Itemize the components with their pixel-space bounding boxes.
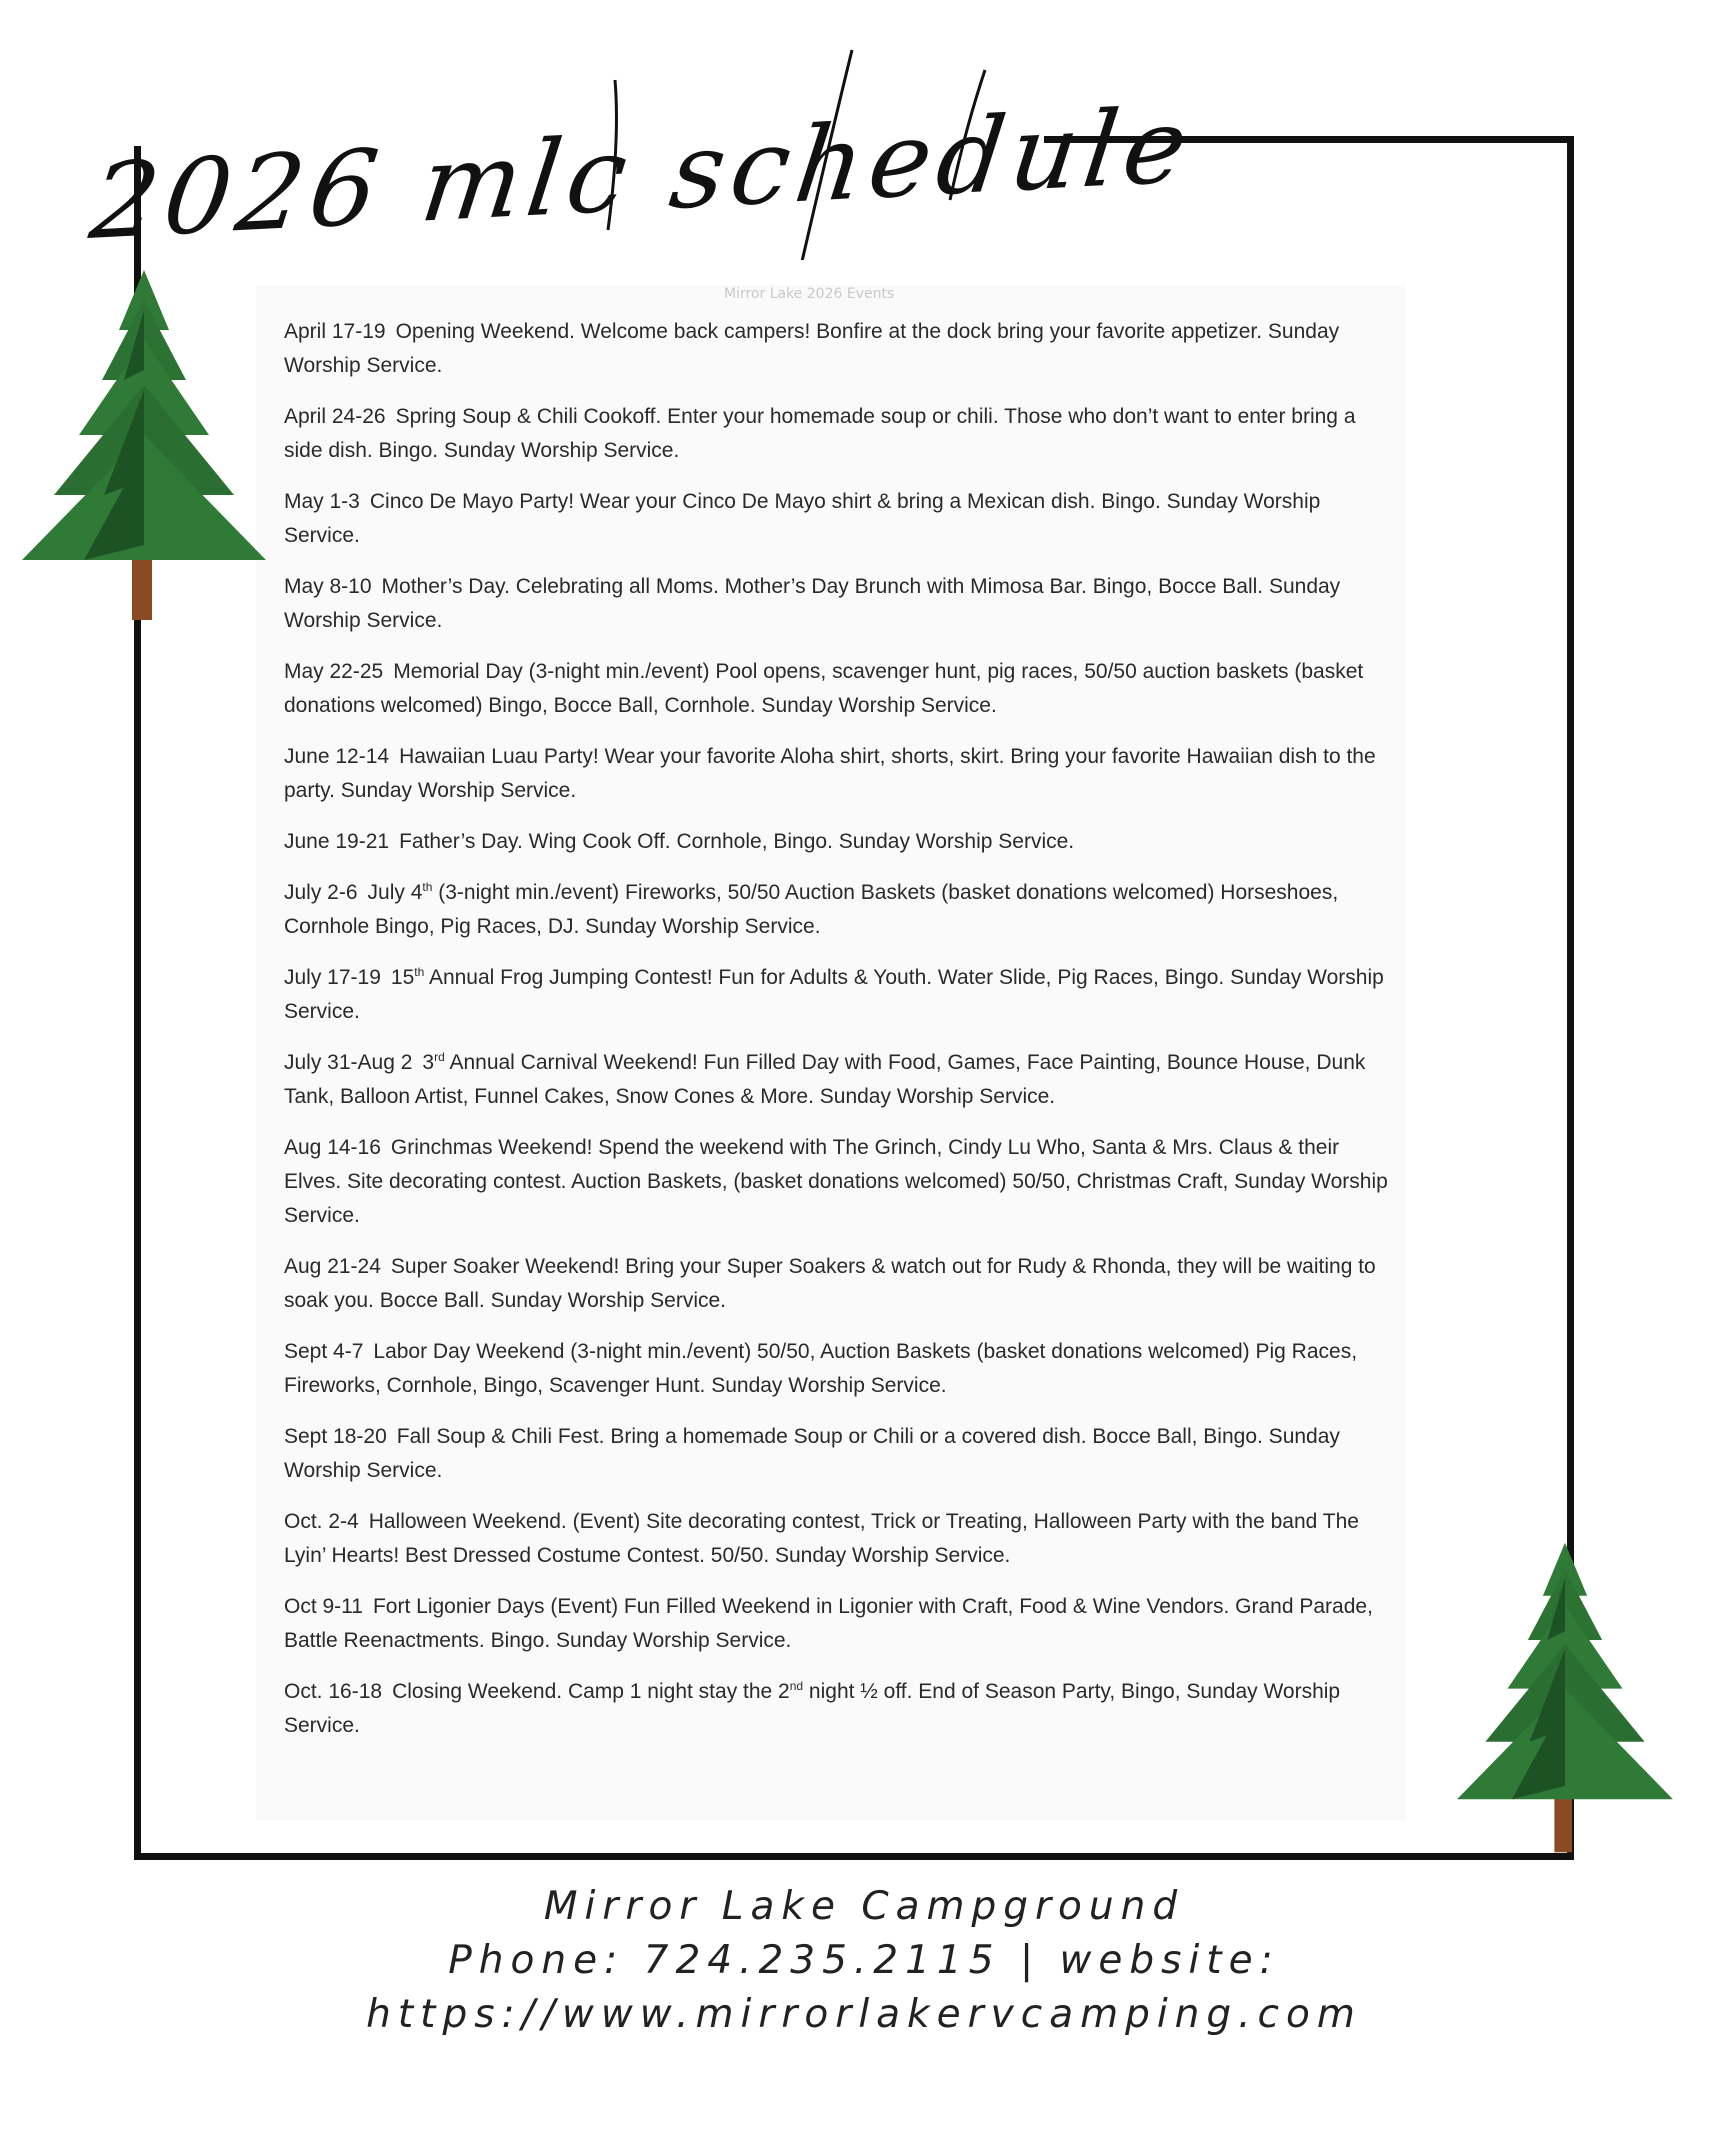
event-item <box>284 1590 1394 1658</box>
schedule-document <box>256 285 1406 1820</box>
event-date: Aug 14-16 <box>284 1136 381 1159</box>
pine-tree-icon <box>1450 1535 1680 1860</box>
ordinal-suffix: rd <box>434 1050 445 1064</box>
footer-campground-name: Mirror Lake Campground <box>543 1884 1185 1929</box>
event-item <box>284 825 1394 859</box>
event-description: Hawaiian Luau Party! Wear your favorite Aloha shirt, shorts, skirt. Bring your favorite Hawaiian dish to the party. Sunday Worship Service. <box>284 745 1376 802</box>
event-item <box>284 655 1394 723</box>
event-item <box>284 400 1394 468</box>
event-date: June 12-14 <box>284 745 390 768</box>
ordinal-suffix: th <box>422 880 433 894</box>
event-text-lead: 15 <box>390 966 415 989</box>
event-description: Memorial Day (3-night min./event) Pool opens, scavenger hunt, pig races, 50/50 auction baskets (basket donations welcomed) Bingo, Bocce Ball, Cornhole. Sunday Worship Service. <box>284 660 1364 717</box>
event-item <box>284 1250 1394 1318</box>
event-text-lead: 3 <box>422 1051 435 1074</box>
event-item <box>284 485 1394 553</box>
ordinal-suffix: th <box>414 965 425 979</box>
events-list <box>284 315 1394 1760</box>
event-date: Oct. 2-4 <box>284 1510 359 1533</box>
event-text-lead: July 4 <box>367 881 423 904</box>
event-date: Oct 9-11 <box>284 1595 363 1618</box>
event-date: June 19-21 <box>284 830 390 853</box>
event-description: Father’s Day. Wing Cook Off. Cornhole, Bingo. Sunday Worship Service. <box>399 830 1075 853</box>
event-date: Aug 21-24 <box>284 1255 381 1278</box>
event-date: July 31-Aug 2 <box>284 1051 413 1074</box>
event-item <box>284 315 1394 383</box>
event-description: Cinco De Mayo Party! Wear your Cinco De Mayo shirt & bring a Mexican dish. Bingo. Sunday Worship Service. <box>284 490 1321 547</box>
footer-phone-line: Phone: 724.235.2115 | website: <box>448 1938 1280 1983</box>
event-date: Sept 18-20 <box>284 1425 387 1448</box>
event-date: Oct. 16-18 <box>284 1680 383 1703</box>
event-date: July 2-6 <box>284 881 358 904</box>
event-description: night ½ off. End of Season Party, Bingo, Sunday Worship Service. <box>284 1680 1341 1737</box>
footer <box>0 1880 1728 2042</box>
event-date: May 1-3 <box>284 490 360 513</box>
event-item <box>284 876 1394 944</box>
event-item <box>284 1675 1394 1743</box>
event-date: May 22-25 <box>284 660 384 683</box>
event-date: Sept 4-7 <box>284 1340 364 1363</box>
document-faint-header: Mirror Lake 2026 Events <box>724 286 895 302</box>
event-date: April 17-19 <box>284 320 386 343</box>
page-title: 2026 mlc schedule <box>84 83 1200 263</box>
event-description: Fort Ligonier Days (Event) Fun Filled Weekend in Ligonier with Craft, Food & Wine Vendors. Grand Parade, Battle Reenactments. Bingo. Sunday Worship Service. <box>284 1595 1373 1652</box>
ordinal-suffix: nd <box>789 1679 804 1693</box>
event-description: Super Soaker Weekend! Bring your Super Soakers & watch out for Rudy & Rhonda, they will be waiting to soak you. Bocce Ball. Sunday Worship Service. <box>284 1255 1376 1312</box>
event-description: Annual Frog Jumping Contest! Fun for Adults & Youth. Water Slide, Pig Races, Bingo. Sunday Worship Service. <box>284 966 1384 1023</box>
event-description: Mother’s Day. Celebrating all Moms. Mother’s Day Brunch with Mimosa Bar. Bingo, Bocce Ball. Sunday Worship Service. <box>284 575 1341 632</box>
event-description: (3-night min./event) Fireworks, 50/50 Auction Baskets (basket donations welcomed) Horseshoes, Cornhole Bingo, Pig Races, DJ. Sunday Worship Service. <box>284 881 1339 938</box>
event-item <box>284 570 1394 638</box>
event-date: April 24-26 <box>284 405 386 428</box>
event-description: Grinchmas Weekend! Spend the weekend with The Grinch, Cindy Lu Who, Santa & Mrs. Claus & their Elves. Site decorating contest. Auction Baskets, (basket donations welcomed) 50/50, Christmas Craft, Sunday Worship Service. <box>284 1136 1388 1227</box>
event-item <box>284 1420 1394 1488</box>
event-date: May 8-10 <box>284 575 372 598</box>
pine-tree-icon <box>14 270 274 620</box>
event-description: Annual Carnival Weekend! Fun Filled Day with Food, Games, Face Painting, Bounce House, Dunk Tank, Balloon Artist, Funnel Cakes, Snow Cones & More. Sunday Worship Service. <box>284 1051 1366 1108</box>
event-description: Opening Weekend. Welcome back campers! Bonfire at the dock bring your favorite appetizer. Sunday Worship Service. <box>284 320 1340 377</box>
event-item <box>284 1131 1394 1233</box>
event-date: July 17-19 <box>284 966 381 989</box>
event-item <box>284 1505 1394 1573</box>
event-description: Fall Soup & Chili Fest. Bring a homemade Soup or Chili or a covered dish. Bocce Ball, Bingo. Sunday Worship Service. <box>284 1425 1340 1482</box>
event-text-lead: Closing Weekend. Camp 1 night stay the 2 <box>392 1680 790 1703</box>
event-item <box>284 1046 1394 1114</box>
event-description: Halloween Weekend. (Event) Site decorating contest, Trick or Treating, Halloween Party with the band The Lyin’ Hearts! Best Dressed Costume Contest. 50/50. Sunday Worship Service. <box>284 1510 1359 1567</box>
event-item <box>284 961 1394 1029</box>
event-item <box>284 740 1394 808</box>
event-description: Spring Soup & Chili Cookoff. Enter your homemade soup or chili. Those who don’t want to enter bring a side dish. Bingo. Sunday Worship Service. <box>284 405 1356 462</box>
event-description: Labor Day Weekend (3-night min./event) 50/50, Auction Baskets (basket donations welcomed) Pig Races, Fireworks, Cornhole, Bingo, Scavenger Hunt. Sunday Worship Service. <box>284 1340 1358 1397</box>
footer-website-url[interactable]: https://www.mirrorlakervcamping.com <box>366 1992 1362 2037</box>
event-item <box>284 1335 1394 1403</box>
